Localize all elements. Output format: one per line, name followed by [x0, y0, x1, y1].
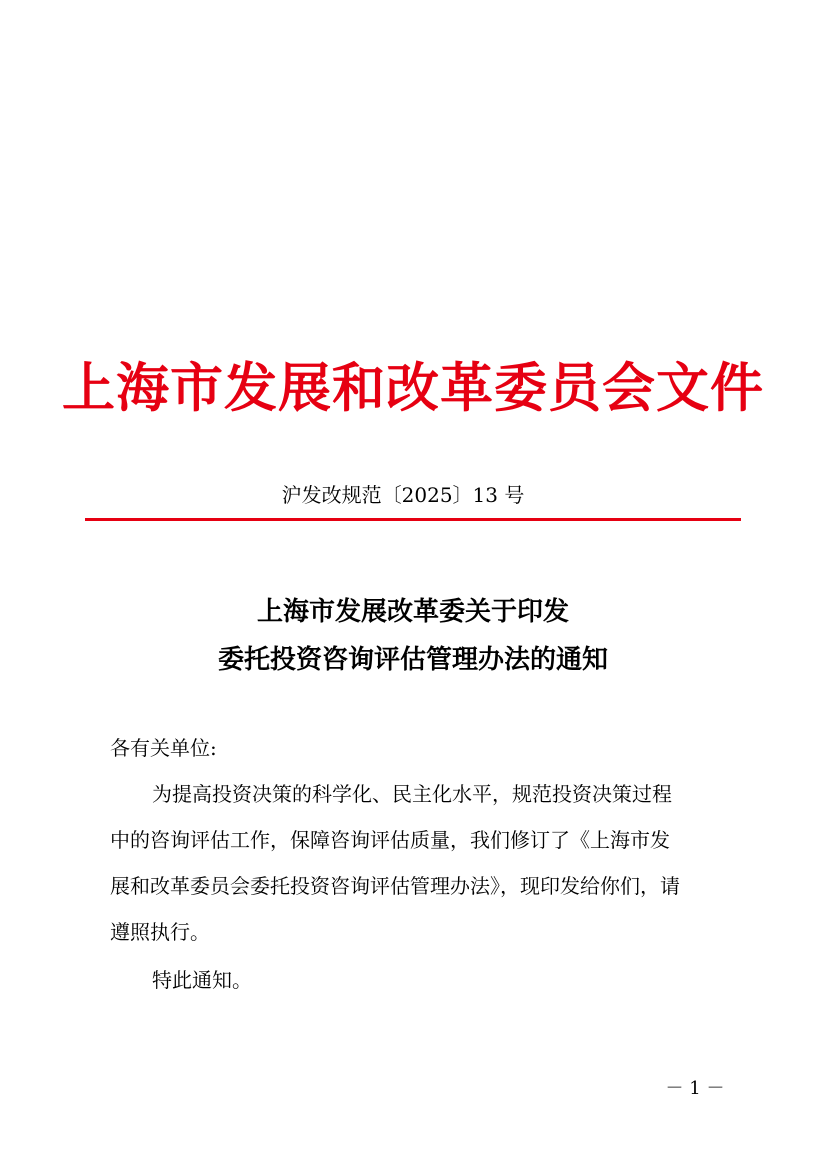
- paragraph-line: 中的咨询评估工作，保障咨询评估质量，我们修订了《上海市发: [110, 828, 670, 852]
- paragraph-line: 展和改革委员会委托投资咨询评估管理办法》，现印发给你们，请: [110, 874, 680, 898]
- page-number: － 1 －: [665, 1078, 725, 1099]
- issuer-red-header: 上海市发展和改革委员会文件: [62, 357, 764, 419]
- document-title-line-1: 上海市发展改革委关于印发: [256, 597, 569, 627]
- document-title: [0, 588, 826, 684]
- document-title-line-2: 委托投资咨询评估管理办法的通知: [217, 645, 608, 675]
- closing-remark: 特此通知。: [152, 968, 252, 992]
- document-number: 沪发改规范〔2025〕13 号: [281, 483, 525, 507]
- body-paragraph: [110, 771, 720, 955]
- paragraph-line: 为提高投资决策的科学化、民主化水平，规范投资决策过程: [152, 782, 672, 806]
- red-divider-line: [85, 518, 741, 521]
- salutation: 各有关单位:: [110, 736, 217, 760]
- paragraph-line: 遵照执行。: [110, 920, 210, 944]
